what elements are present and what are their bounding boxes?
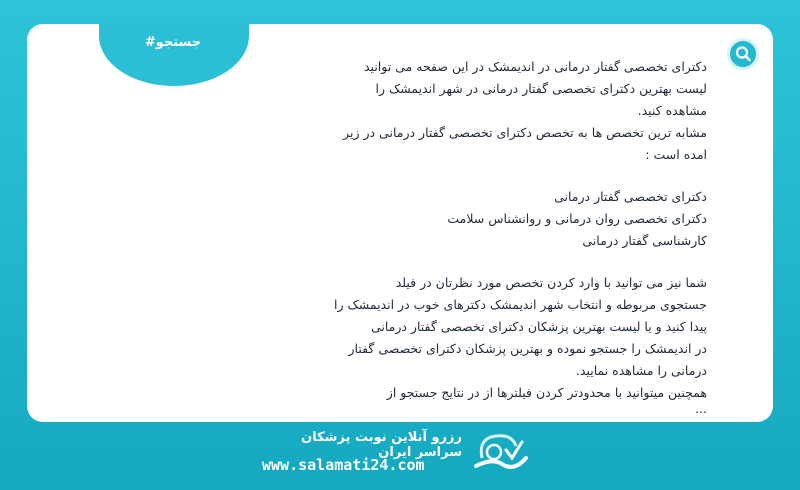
guide-line: همچنین میتوانید با محدودتر کردن فیلترها از در نتایج جستجو از (386, 385, 707, 400)
guide-ellipsis: ... (695, 401, 707, 416)
similar-line: مشابه ترین تخصص ها به تخصص دکترای تخصصی گفتار درمانی در زیر (343, 125, 707, 140)
footer-url[interactable]: www.salamati24.com (262, 456, 425, 474)
specialty-link[interactable]: کارشناسی گفتار درمانی (582, 233, 707, 248)
intro-line: دکترای تخصصی گفتار درمانی در اندیمشک در این صفحه می توانید (364, 59, 707, 74)
guide-line: جستجوی مربوطه و انتخاب شهر اندیمشک دکترهای خوب در اندیمشک را (334, 297, 707, 312)
guide-line: شما نیز می توانید با وارد کردن تخصص مورد نظرتان در فیلد (395, 275, 707, 290)
hashtag-label[interactable]: #جستجو (144, 35, 202, 50)
intro-line: لیست بهترین دکترای تخصصی گفتار درمانی در شهر اندیمشک را (375, 81, 707, 96)
footer-tagline: رزرو آنلاین نوبت پزشکان سراسر ایران (301, 430, 462, 460)
article-body (307, 56, 707, 414)
specialty-link[interactable]: دکترای تخصصی گفتار درمانی (554, 189, 707, 204)
similar-line: امده است : (645, 147, 707, 162)
content-card (27, 24, 773, 422)
specialty-link[interactable]: دکترای تخصصی روان درمانی و روانشناس سلامت (447, 211, 707, 226)
intro-line: مشاهده کنید. (637, 103, 707, 118)
search-icon (734, 45, 752, 63)
search-button[interactable] (727, 38, 759, 70)
guide-line: در اندیمشک را جستجو نموده و بهترین پزشکان دکترای تخصصی گفتار (348, 341, 707, 356)
salamati-logo-icon (472, 428, 530, 478)
hashtag-tab (99, 24, 249, 86)
guide-line: درمانی را مشاهده نمایید. (575, 363, 707, 378)
guide-line: پیدا کنید و یا لیست بهترین پزشکان دکترای تخصصی گفتار درمانی (370, 319, 707, 334)
